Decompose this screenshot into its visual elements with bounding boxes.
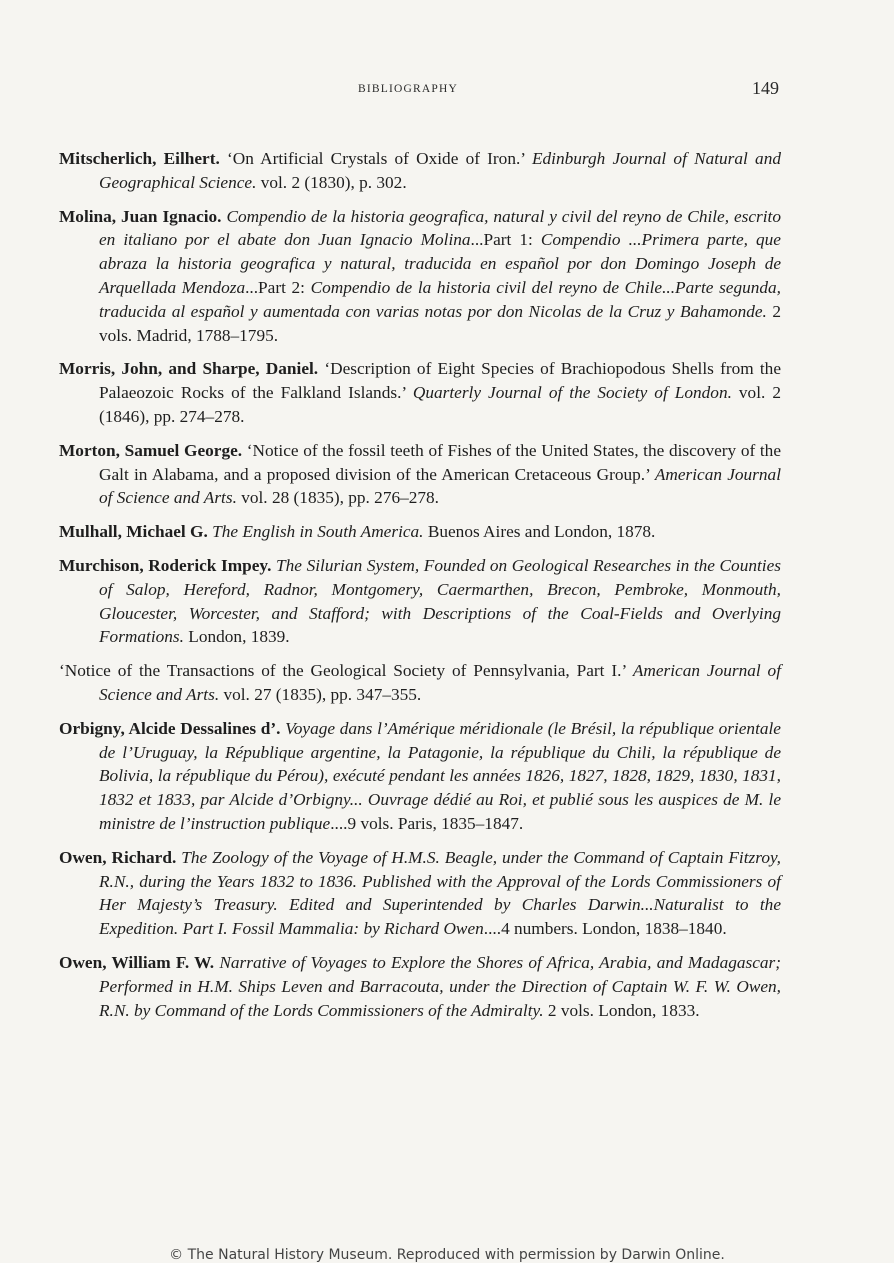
- entry-author: Mitscherlich, Eilhert.: [59, 149, 220, 168]
- entry-author: Orbigny, Alcide Dessalines d’.: [59, 718, 281, 738]
- bibliography-entry-mulhall: [59, 520, 781, 544]
- entry-journal: American Journal of Science and Arts.: [99, 464, 781, 508]
- running-head: BIBLIOGRAPHY: [358, 83, 459, 95]
- entry-title: Narrative of Voyages to Explore the Shores of Africa, Arabia, and Madagascar; Performed in H.M. Ships Leven and Barracouta, under the Direction of Captain W. F. W. Owen, R.N. by Command of the Lords Commissioners of the Admiralty.: [99, 952, 782, 1020]
- entry-title: Compendio de la historia geografica, natural y civil del reyno de Chile, escrito en italiano por el abate don Juan Ignacio Molina: [99, 206, 781, 250]
- entry-text: ‘Description of Eight Species of Brachiopodous Shells from the Palaeozoic Rocks of the Falkland Islands.’: [99, 359, 781, 403]
- entry-details: ....9 vols. Paris, 1835–1847.: [330, 813, 524, 833]
- bibliography-entry-molina: [59, 205, 781, 348]
- bibliography-entry-owen-richard: [59, 846, 781, 941]
- entry-author: Owen, Richard.: [59, 847, 177, 867]
- entry-text: ‘On Artificial Crystals of Oxide of Iron.’: [227, 149, 532, 168]
- bibliography-entry-owen-william: [59, 951, 781, 1022]
- entry-author: Owen, William F. W.: [59, 952, 215, 972]
- bibliography-entry-murchison-notice: [59, 659, 781, 707]
- entry-author: Morris, John, and Sharpe, Daniel.: [59, 359, 319, 379]
- entry-journal: Quarterly Journal of the Society of London.: [412, 383, 732, 403]
- entry-details: 2 vols. Madrid, 1788–1795.: [99, 301, 781, 345]
- entry-journal: American Journal of Science and Arts.: [99, 661, 781, 704]
- entry-title: Compendio ...Primera parte, que abraza la historia geografica y natural, traducida en español por don Domingo Joseph de Arquellada Mendoza: [99, 230, 781, 297]
- copyright-footer: © The Natural History Museum. Reproduced with permission by Darwin Online.: [169, 1247, 725, 1263]
- entry-text: ‘Notice of the Transactions of the Geological Society of Pennsylvania, Part I.’: [59, 661, 633, 681]
- entry-title: Compendio de la historia civil del reyno de Chile...Parte segunda, traducida al español y aumentada con varias notas por don Nicolas de la Cruz y Bahamonde.: [99, 277, 781, 321]
- entry-author: Murchison, Roderick Impey.: [59, 555, 272, 575]
- entry-journal: Edinburgh Journal of Natural and Geographical Science.: [99, 149, 781, 192]
- entry-details: Buenos Aires and London, 1878.: [423, 522, 656, 542]
- entry-details: ....4 numbers. London, 1838–1840.: [483, 919, 727, 939]
- entry-text: ...Part 2:: [245, 277, 311, 297]
- entry-details: vol. 28 (1835), pp. 276–278.: [236, 488, 439, 508]
- bibliography-entry-mitscherlich: [59, 147, 781, 195]
- bibliography-entry-morris: [59, 357, 781, 428]
- entry-details: 2 vols. London, 1833.: [543, 1000, 700, 1020]
- page-number: 149: [752, 78, 779, 98]
- entry-details: vol. 2 (1830), p. 302.: [256, 172, 407, 192]
- entry-details: vol. 27 (1835), pp. 347–355.: [219, 684, 422, 704]
- bibliography-list: [59, 147, 781, 1032]
- entry-author: Molina, Juan Ignacio.: [59, 206, 222, 226]
- bibliography-entry-morton: [59, 439, 781, 510]
- entry-author: Morton, Samuel George.: [59, 440, 243, 460]
- entry-title: Voyage dans l’Amérique méridionale (le Brésil, la république orientale de l’Uruguay, la République argentine, la Patagonie, la république du Chili, la république de Bolivia, la république du Pérou), exécuté pendant les années 1826, 1827, 1828, 1829, 1830, 1831, 1832 et 1833, par Alcide d’Orbigny... Ouvrage dédié au Roi, et publié sous les auspices de M. le ministre de l’instruction publique: [99, 718, 781, 833]
- entry-details: vol. 2 (1846), pp. 274–278.: [99, 383, 781, 426]
- entry-title: The English in South America.: [212, 522, 424, 542]
- entry-title: The Silurian System, Founded on Geological Researches in the Counties of Salop, Hereford, Radnor, Montgomery, Caermarthen, Brecon, Pembroke, Monmouth, Gloucester, Worcester, and Stafford; with Descriptions of the Coal-Fields and Overlying Formations.: [99, 555, 781, 647]
- entry-details: London, 1839.: [183, 627, 290, 647]
- entry-title: The Zoology of the Voyage of H.M.S. Beagle, under the Command of Captain Fitzroy, R.N., during the Years 1832 to 1836. Published with the Approval of the Lords Commissioners of Her Majesty’s Treasury. Edited and Superintended by Charles Darwin...Naturalist to the Expedition. Part I. Fossil Mammalia: by Richard Owen: [99, 847, 781, 939]
- entry-text: ‘Notice of the fossil teeth of Fishes of the United States, the discovery of the Galt in Alabama, and a proposed division of the American Cretaceous Group.’: [99, 440, 781, 484]
- entry-text: ...Part 1:: [470, 230, 541, 250]
- bibliography-entry-murchison: [59, 554, 781, 649]
- bibliography-entry-orbigny: [59, 717, 781, 836]
- entry-author: Mulhall, Michael G.: [59, 522, 208, 542]
